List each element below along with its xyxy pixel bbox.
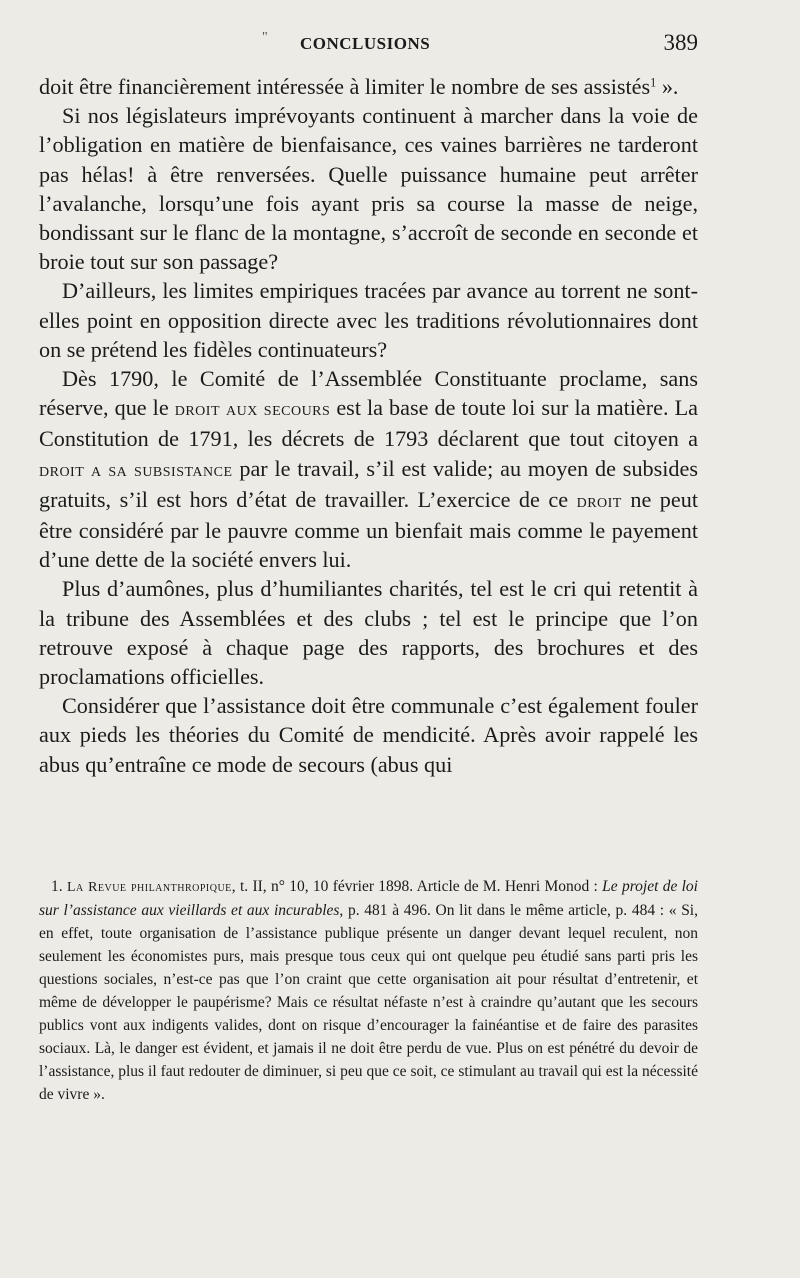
paragraph-communale: Considérer que l’assistance doit être communale c’est également fouler aux pieds les théories du Comité de mendicité. Après avoir rappelé les abus qu’entraîne ce mode de secours (abus qui [39,693,698,777]
running-title: CONCLUSIONS [300,34,431,53]
text-run: par le travail, s’il est valide; au moyen de subsides gratuits, s’il est hors d’état de travailler. L’exercice de ce [39,455,699,512]
small-caps-term: droit aux secours [174,398,331,421]
main-text [39,72,698,779]
footnote-ref: 1 [650,75,657,90]
stray-mark: " [262,30,268,45]
small-caps-term: droit a sa subsistance [39,458,233,481]
text-run: est la base de toute loi sur la matière. La Constitution de 1791, les décrets de 1793 déclarent que tout citoyen a [39,395,698,452]
paragraph-aumones: Plus d’aumônes, plus d’humiliantes charités, tel est le cri qui retentit à la tribune des Assemblées et des clubs ; tel est le principe que l’on retrouve exposé à chaque page des rapports, des brochures et des proclamations officielles. [39,576,698,690]
small-caps-term: droit [576,489,622,512]
paragraph-1790 [39,364,698,574]
text-run: ». [656,74,679,99]
text-run: , t. II, n° 10, 10 février 1898. Article de M. Henri Monod : [231,878,603,895]
footnotes [39,875,698,1106]
footnote-source: La Revue philanthropique [66,880,232,895]
running-header [0,30,800,64]
paragraph-limits: D’ailleurs, les limites empiriques tracées par avance au torrent ne sont-elles point en opposition directe avec les traditions révolutionnaires dont on se prétend les fidèles continuateurs? [39,278,698,362]
page-number: 389 [663,30,698,55]
footnote-title: Le projet de loi sur l’assistance aux vieillards et aux incurables [39,878,698,919]
footnote-1 [39,875,698,1106]
text-run: ne peut être considéré par le pauvre comme un bienfait mais comme le payement d’une dette de la société envers lui. [39,486,698,573]
footnote-number: 1. [51,878,67,895]
text-run: doit être financièrement intéressée à limiter le nombre de ses assistés [39,74,651,99]
paragraph-continued [39,72,698,101]
text-run: , p. 481 à 496. On lit dans le même article, p. 484 : « Si, en effet, toute organisation de l’assistance publique présente un danger devant lequel reculent, non seulement les économistes purs, mais presque tous ceux qui ont quelque peu étudié sans parti pris les questions sociales, n’est-ce pas que l’on craint que cette organisation ait pour résultat d’entretenir, et même de développer le paupérisme? Mais ce résultat néfaste n’est à craindre qu’autant que les secours publics vont aux indigents valides, dont on risque d’encourager la fainéantise et de faire des parasites sociaux. Là, le danger est évident, et jamais il ne doit être perdu de vue. Plus on est pénétré du devoir de l’assistance, plus il faut redouter de diminuer, si peu que ce soit, ce stimulant au travail qui est la nécessité de vivre ». [39,902,698,1103]
text-run: Dès 1790, le Comité de l’Assemblée Constituante proclame, sans réserve, que le [39,366,698,421]
paragraph-avalanche: Si nos législateurs imprévoyants continuent à marcher dans la voie de l’obligation en matière de bienfaisance, ces vaines barrières ne tarderont pas hélas! à être renversées. Quelle puissance humaine peut arrêter l’avalanche, lorsqu’une fois ayant pris sa course la masse de neige, bondissant sur le flanc de la montagne, s’accroît de seconde en seconde et broie tout sur son passage? [39,103,698,275]
